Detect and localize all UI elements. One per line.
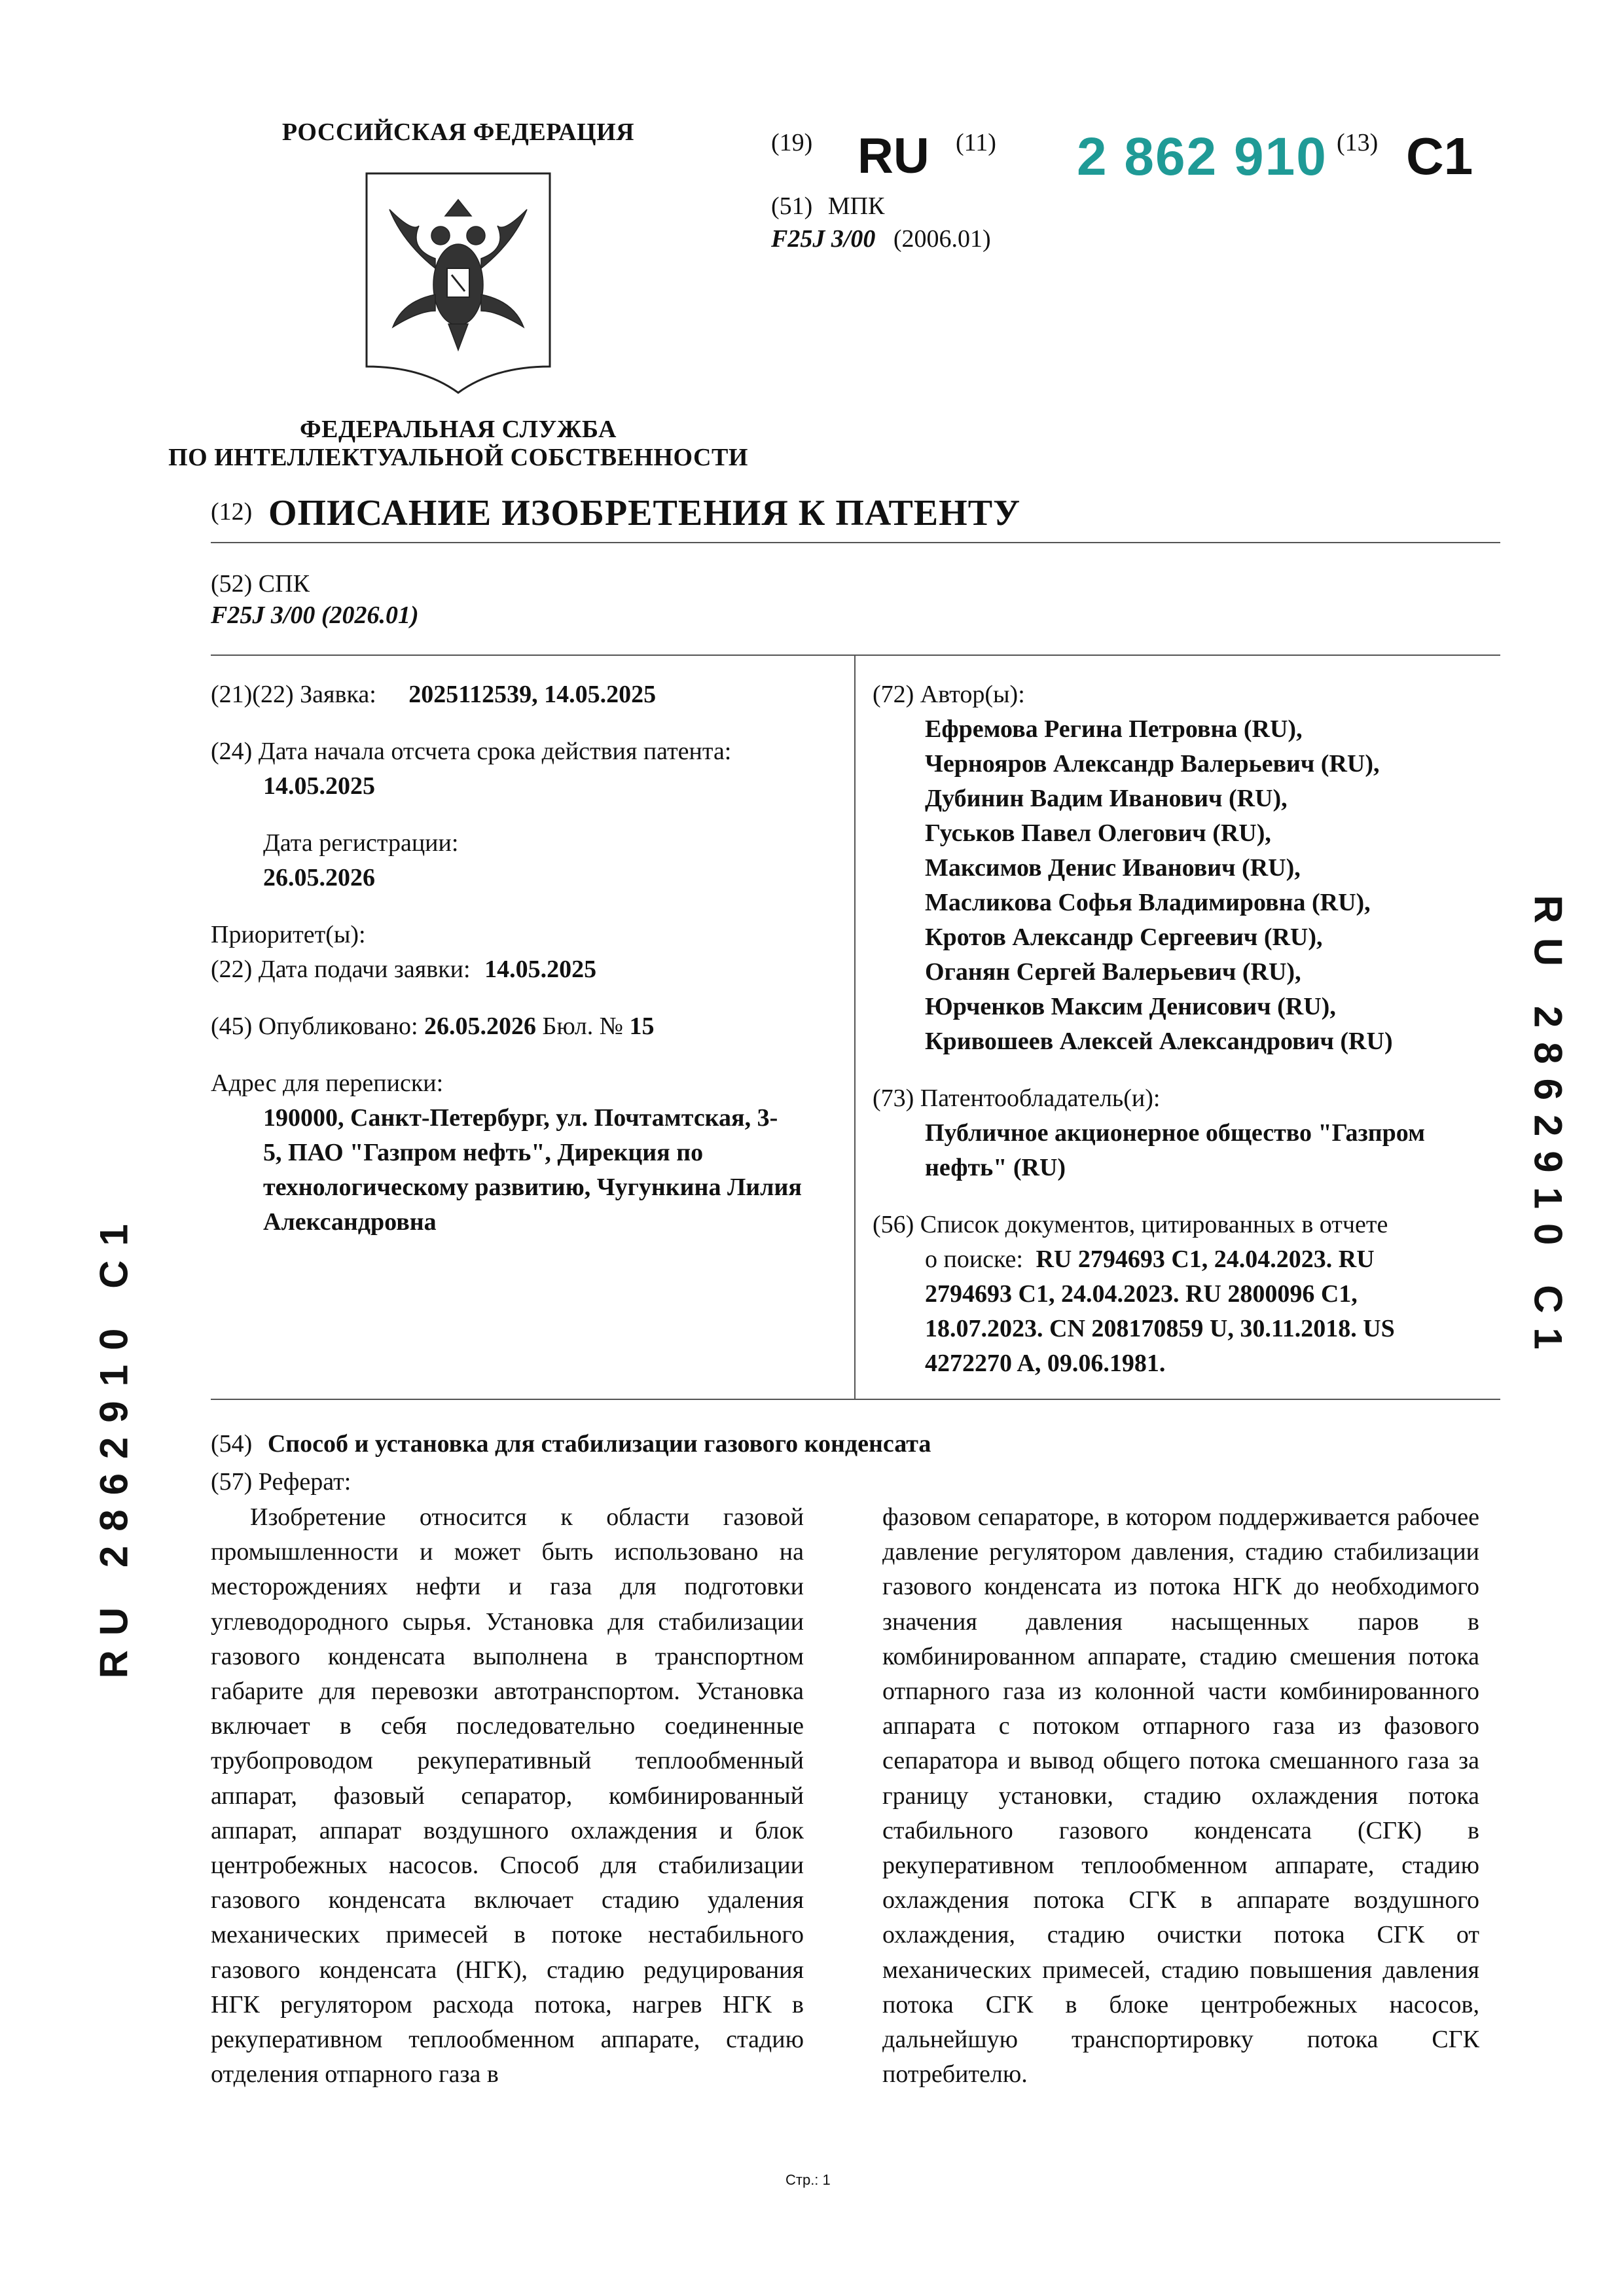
application-label: (21)(22) Заявка: — [211, 681, 376, 708]
author-name: Кротов Александр Сергеевич (RU), — [925, 924, 1323, 951]
abstract-paragraph: Изобретение относится к области газовой промышленности и может быть использовано на месторождениях нефти и газа для подготовки углеводородного сырья. Установка для стабилизации газового конденсата выполнена в транспортном габарите для перевозки автотранспортом. Установка включает в себя последовательно соединенные трубопроводом рекуперативный теплообменный аппарат, фазовый сепаратор, комбинированный аппарат, аппарат воздушного охлаждения и блок центробежных насосов. Способ для стабилизации газового конденсата включает стадию удаления механических примесей в потоке нестабильного газового конденсата (НГК), стадию редуцирования НГК регулятором расхода потока, нагрев НГК в рекуперативном теплообменном аппарате, стадию отделения отпарного газа в — [211, 1503, 804, 2089]
refs-label: (56) Список документов, цитированных в отчете — [873, 1211, 1388, 1238]
title-code: (12) — [211, 498, 253, 526]
abstract-label: (57) Реферат: — [211, 1468, 352, 1496]
bulletin-value: 15 — [629, 1013, 655, 1040]
code-51: (51) — [771, 192, 813, 220]
address-label: Адрес для переписки: — [211, 1069, 444, 1097]
refs-first: RU 2794693 C1, 24.04.2023. RU — [1036, 1246, 1375, 1273]
author-name: Ефремова Регина Петровна (RU), — [925, 715, 1303, 743]
application-value: 2025112539, 14.05.2025 — [408, 681, 657, 708]
author-name: Юрченков Максим Денисович (RU), — [925, 993, 1336, 1020]
column-divider — [854, 655, 856, 1399]
code-13: (13) — [1337, 129, 1379, 156]
author-name: Масликова Софья Владимировна (RU), — [925, 889, 1371, 916]
priority-label: Приоритет(ы): — [211, 921, 366, 948]
mpk-label: МПК — [827, 192, 885, 220]
author-name: Чернояров Александр Валерьевич (RU), — [925, 750, 1380, 778]
agency-line2: ПО ИНТЕЛЛЕКТУАЛЬНОЙ СОБСТВЕННОСТИ — [168, 444, 748, 471]
invention-title-row — [211, 1427, 931, 1462]
filing-row — [211, 952, 596, 987]
side-label-left: RU 2862910 C1 — [92, 1210, 136, 1679]
mpk-class: F25J 3/00 — [771, 225, 876, 253]
divider — [211, 1399, 1500, 1400]
holder-line: Публичное акционерное общество "Газпром — [925, 1119, 1425, 1147]
author-name: Гуськов Павел Олегович (RU), — [925, 819, 1271, 847]
address-line: 190000, Санкт-Петербург, ул. Почтамтская, 3- — [263, 1104, 778, 1132]
bulletin-label: Бюл. № — [542, 1013, 623, 1040]
refs-line — [925, 1242, 1375, 1277]
holder-label: (73) Патентообладатель(и): — [873, 1085, 1161, 1112]
authors-label: (72) Автор(ы): — [873, 681, 1025, 708]
kind-code: C1 — [1406, 127, 1473, 185]
term-label: (24) Дата начала отсчета срока действия патента: — [211, 738, 732, 765]
application-row — [211, 677, 656, 712]
agency-line1: ФЕДЕРАЛЬНАЯ СЛУЖБА — [300, 416, 617, 443]
published-value: 26.05.2026 — [424, 1013, 537, 1040]
published-row — [211, 1009, 655, 1044]
address-line: 5, ПАО "Газпром нефть", Дирекция по — [263, 1139, 704, 1166]
refs-line: 2794693 С1, 24.04.2023. RU 2800096 С1, — [925, 1280, 1358, 1308]
title-code: (54) — [211, 1430, 253, 1458]
reg-label: Дата регистрации: — [263, 829, 459, 857]
cpc-label: (52) СПК — [211, 570, 310, 598]
page-number: Стр.: 1 — [785, 2172, 831, 2188]
code-19: (19) — [771, 129, 813, 156]
divider — [211, 542, 1500, 543]
refs-line: 18.07.2023. CN 208170859 U, 30.11.2018. US — [925, 1315, 1395, 1342]
published-label: (45) Опубликовано: — [211, 1013, 418, 1040]
reg-value: 26.05.2026 — [263, 864, 375, 891]
coat-of-arms-icon — [363, 170, 553, 396]
author-name: Кривошеев Алексей Александрович (RU) — [925, 1028, 1393, 1055]
document-title: ОПИСАНИЕ ИЗОБРЕТЕНИЯ К ПАТЕНТУ — [268, 493, 1021, 533]
abstract-right-column — [882, 1500, 1479, 2092]
author-name: Дубинин Вадим Иванович (RU), — [925, 785, 1288, 812]
side-label-right: RU 2862910 C1 — [1526, 895, 1570, 1364]
address-line: технологическому развитию, Чугункина Лилия — [263, 1174, 802, 1201]
abstract-left-column — [211, 1500, 804, 2092]
country-name: РОССИЙСКАЯ ФЕДЕРАЦИЯ — [281, 118, 635, 146]
filing-label: (22) Дата подачи заявки: — [211, 956, 471, 983]
code-11: (11) — [956, 129, 996, 156]
filing-value: 14.05.2025 — [484, 956, 597, 983]
abstract-paragraph: фазовом сепараторе, в котором поддерживается рабочее давление регулятором давления, стадию стабилизации газового конденсата из потока НГК до необходимого значения давления насыщенных паров в комбинированном аппарате, стадию смешения потока отпарного газа из колонной части комбинированного аппарата с потоком отпарного газа из фазового сепаратора и вывод общего потока смешанного газа за границу установки, стадию охлаждения потока стабильного газового конденсата (СГК) в рекуперативном теплообменном аппарате, стадию охлаждения потока СГК в аппарате воздушного охлаждения, стадию очистки потока СГК от механических примесей, стадию повышения давления потока СГК в блоке центробежных насосов, дальнейшую транспортировку потока СГК потребителю. — [882, 1503, 1479, 2089]
author-name: Оганян Сергей Валерьевич (RU), — [925, 958, 1301, 986]
holder-line: нефть" (RU) — [925, 1154, 1066, 1181]
mpk-version: (2006.01) — [893, 225, 991, 253]
mpk-class-line — [771, 224, 991, 253]
patent-number: 2 862 910 — [1077, 127, 1327, 187]
divider — [211, 655, 1500, 656]
country-code: RU — [857, 128, 929, 184]
address-line: Александровна — [263, 1208, 437, 1236]
refs-line: 4272270 A, 09.06.1981. — [925, 1350, 1166, 1377]
mpk-line — [771, 192, 884, 221]
term-value: 14.05.2025 — [263, 772, 375, 800]
invention-title: Способ и установка для стабилизации газового конденсата — [267, 1430, 931, 1458]
author-name: Максимов Денис Иванович (RU), — [925, 854, 1301, 882]
refs-prefix: о поиске: — [925, 1246, 1023, 1273]
cpc-value: F25J 3/00 (2026.01) — [211, 601, 419, 629]
